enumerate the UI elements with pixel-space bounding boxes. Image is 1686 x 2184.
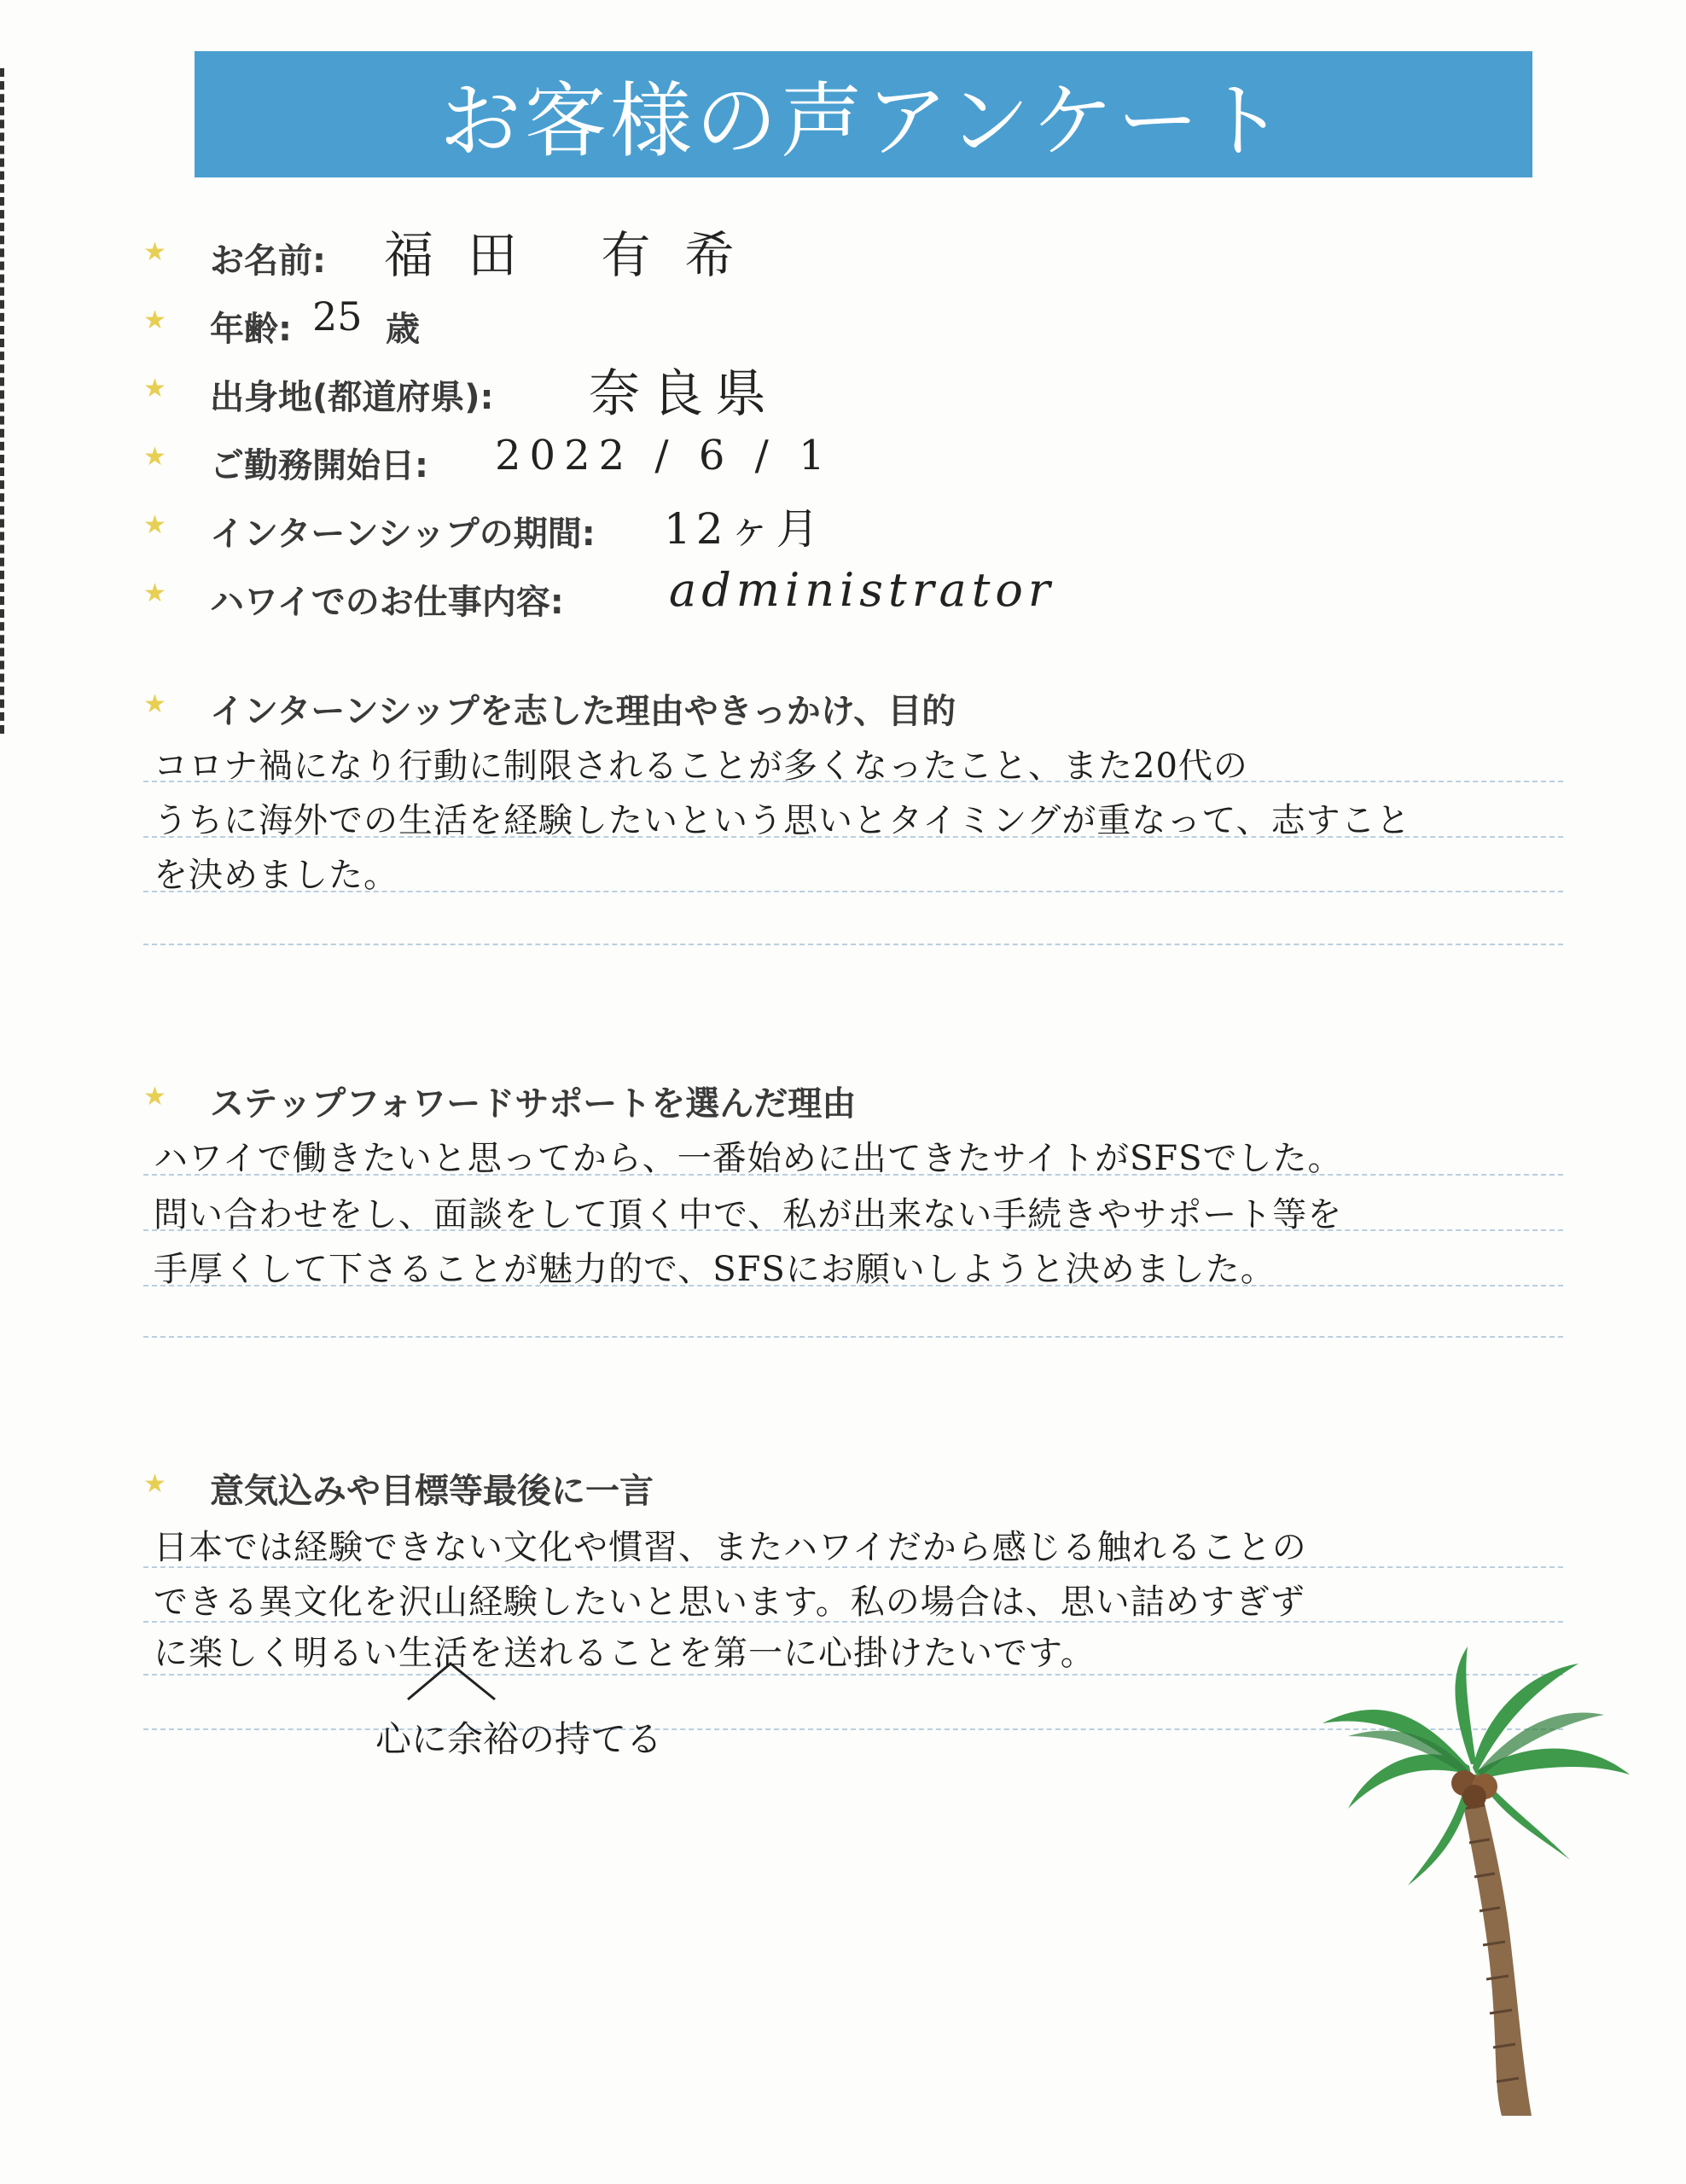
insertion-caret xyxy=(401,1655,503,1706)
period-label: インターンシップの期間: xyxy=(210,514,596,554)
title-banner xyxy=(195,51,1532,177)
start-date-label: ご勤務開始日: xyxy=(210,446,428,485)
period-value: 12ヶ月 xyxy=(664,504,824,554)
star-bullet-icon: ★ xyxy=(143,237,166,267)
age-label: 年齢: xyxy=(210,310,292,349)
choice-section-title: ステップフォワードサポートを選んだ理由 xyxy=(210,1084,857,1124)
goal-insertion-note: 心に余裕の持てる xyxy=(375,1718,663,1760)
star-bullet-icon: ★ xyxy=(143,305,166,335)
reason-section-title: インターンシップを志した理由やきっかけ、目的 xyxy=(210,692,956,731)
goal-line-2: できる異文化を沢山経験したいと思います。私の場合は、思い詰めすぎず xyxy=(154,1583,1305,1622)
choice-line-3: 手厚くして下さることが魅力的で、SFSにお願いしようと決めました。 xyxy=(154,1250,1276,1289)
reason-line-3: を決めました。 xyxy=(154,856,398,895)
scan-edge-marks xyxy=(0,68,9,734)
age-value: 25 xyxy=(312,293,363,340)
choice-line-2: 問い合わせをし、面談をして頂く中で、私が出来ない手続きやサポート等を xyxy=(154,1195,1343,1234)
hometown-value: 奈良県 xyxy=(589,364,778,424)
name-value: 福田 有希 xyxy=(384,226,769,284)
page-title: お客様の声アンケート xyxy=(439,73,1288,169)
reason-line-2: うちに海外での生活を経験したいという思いとタイミングが重なって、志すこと xyxy=(154,801,1411,840)
ruled-line xyxy=(143,944,1563,945)
goal-line-1: 日本では経験できない文化や慣習、またハワイだから感じる触れることの xyxy=(154,1528,1307,1567)
reason-line-1: コロナ禍になり行動に制限されることが多くなったこと、また20代の xyxy=(154,746,1248,786)
start-date-value: 2022 / 6 / 1 xyxy=(495,432,834,479)
star-bullet-icon: ★ xyxy=(143,1469,166,1499)
palm-tree-icon xyxy=(1314,1647,1638,2124)
age-unit: 歳 xyxy=(386,310,420,349)
hometown-label: 出身地(都道府県): xyxy=(210,378,494,417)
name-label: お名前: xyxy=(210,241,326,281)
goal-section-title: 意気込みや目標等最後に一言 xyxy=(210,1472,654,1511)
ruled-line xyxy=(143,1336,1563,1338)
star-bullet-icon: ★ xyxy=(143,510,166,540)
job-label: ハワイでのお仕事内容: xyxy=(210,583,564,622)
star-bullet-icon: ★ xyxy=(143,578,166,608)
star-bullet-icon: ★ xyxy=(143,442,166,472)
star-bullet-icon: ★ xyxy=(143,1082,166,1112)
job-value: administrator xyxy=(669,563,1055,617)
star-bullet-icon: ★ xyxy=(143,374,166,404)
star-bullet-icon: ★ xyxy=(143,689,166,719)
choice-line-1: ハワイで働きたいと思ってから、一番始めに出てきたサイトがSFSでした。 xyxy=(154,1139,1343,1178)
goal-line-3: に楽しく明るい生活を送れることを第一に心掛けたいです。 xyxy=(154,1634,1096,1673)
